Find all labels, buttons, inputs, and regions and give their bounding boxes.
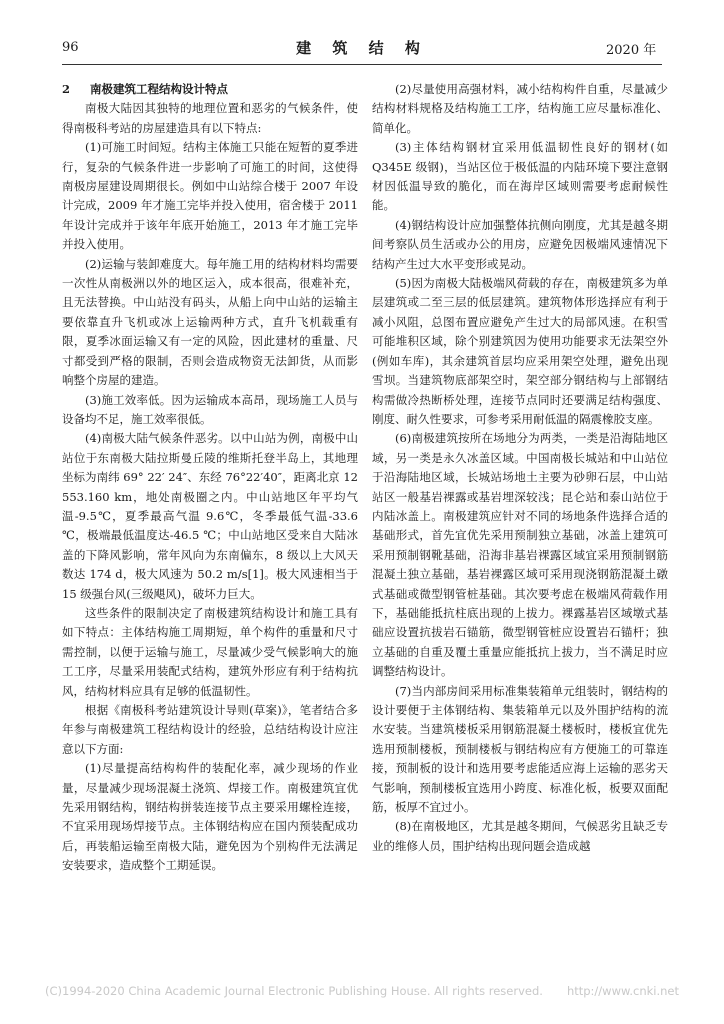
paragraph: 南极大陆因其独特的地理位置和恶劣的气候条件，使得南极科考站的房屋建造具有以下特点: — [62, 101, 358, 135]
cnki-url: http://www.cnki.net — [566, 984, 679, 998]
section-heading — [62, 80, 358, 99]
right-column — [372, 80, 668, 856]
publication-year: 2020 年 — [606, 43, 657, 58]
paragraph: (4)南极大陆气候条件恶劣。以中山站为例，南极中山站位于东南极大陆拉斯曼丘陵的维斯托登半岛上，其地理坐标为南纬 69° 22′ 24″、东经 76°22′40″，距离北京 12 553.160 km，地处南极圈之内。中山站地区年平均气温-9.5℃，夏季最高气温 9.6℃，冬季最低气温-33.6 ℃，极端最低温度达-46.5 ℃；中山站地区受来自大陆冰盖的下降风影响，常年风向为东南偏东，8 级以上大风天数达 174 d，极大风速为 50.2 m/s[1]。极大风速相当于 15 级强台风(三级飓风)，破坏力巨大。 — [62, 431, 358, 601]
paragraph: (2)运输与装卸难度大。每年施工用的结构材料均需要一次性从南极洲以外的地区运入，成本很高，很难补充，且无法替换。中山站没有码头，从船上向中山站的运输主要依靠直升飞机或冰上运输两种方式，直升飞机载重有限，夏季冰面运输又有一定的风险，因此建材的重量、尺寸都受到严格的限制，否则会造成物资无法卸货，从而影响整个房屋的建造。 — [62, 256, 358, 388]
section-number: 2 — [62, 82, 71, 96]
paragraph: (8)在南极地区，尤其是越冬期间，气候恶劣且缺乏专业的维修人员，围护结构出现问题会造成越 — [372, 819, 668, 853]
page-header — [0, 0, 724, 80]
paragraph: (7)当内部房间采用标准集装箱单元组装时，钢结构的设计要便于主体钢结构、集装箱单元以及外围护结构的流水安装。当建筑楼板采用钢筋混凝土楼板时，楼板宜优先选用预制楼板，预制楼板与钢结构应有方便施工的可靠连接，预制板的设计和选用要考虑能适应海上运输的恶劣天气影响，预制楼板宜选用小跨度、标准化板，板要双面配筋，板厚不宜过小。 — [372, 683, 668, 815]
paragraph: (2)尽量使用高强材料，减小结构构件自重，尽量减少结构材料规格及结构施工工序，结构施工应尽量标准化、简单化。 — [372, 82, 668, 135]
copyright-text: (C)1994-2020 China Academic Journal Electronic Publishing House. All rights reserved. — [45, 984, 543, 998]
section-title: 南极建筑工程结构设计特点 — [90, 82, 228, 96]
paragraph: (5)因为南极大陆极端风荷载的存在，南极建筑多为单层建筑或二至三层的低层建筑。建筑物体形选择应有利于减小风阻，总图布置应避免产生过大的局部风速。在积雪可能堆积区域，除个别建筑因为使用功能要求无法架空外(例如车库)，其余建筑首层均应采用架空处理，避免出现雪坝。当建筑物底部架空时，架空部分钢结构与上部钢结构需做冷热断桥处理，连接节点同时还要满足结构强度、刚度、耐久性要求，可参考采用耐低温的隔震橡胶支座。 — [372, 276, 668, 426]
left-column — [62, 80, 358, 876]
copyright-watermark — [0, 984, 724, 998]
paragraph: 根据《南极科考站建筑设计导则(草案)》，笔者结合多年参与南极建筑工程结构设计的经验，总结结构设计应注意以下方面: — [62, 703, 358, 756]
paragraph: (1)尽量提高结构构件的装配化率，减少现场的作业量，尽量减少现场混凝土浇筑、焊接工作。南极建筑宜优先采用钢结构，钢结构拼装连接节点主要采用螺栓连接，不宜采用现场焊接节点。主体钢结构应在国内预装配成功后，再装船运输至南极大陆，避免因为个别构件无法满足安装要求，造成整个工期延误。 — [62, 761, 358, 873]
paragraph: 这些条件的限制决定了南极建筑结构设计和施工具有如下特点：主体结构施工周期短，单个构件的重量和尺寸需控制，以便于运输与施工，尽量减少受气候影响大的施工工序，尽量采用装配式结构，建筑外形应有利于结构抗风，结构材料应具有足够的低温韧性。 — [62, 605, 358, 698]
paragraph: (6)南极建筑按所在场地分为两类，一类是沿海陆地区域，另一类是永久冰盖区域。中国南极长城站和中山站位于沿海陆地区域，长城站场地土主要为砂卵石层，中山站站区一般基岩裸露或基岩埋深较浅；昆仑站和泰山站位于内陆冰盖上。南极建筑应针对不同的场地条件选择合适的基础形式，首先宜优先采用预制独立基础，冰盖上建筑可采用预制钢靴基础，沿海非基岩裸露区域宜采用预制钢筋混凝土独立基础，基岩裸露区域可采用现浇钢筋混凝土礅式基础或微型钢管桩基础。其次要考虑在极端风荷载作用下，基础能抵抗柱底出现的上拔力。裸露基岩区域墩式基础应设置抗拔岩石锚筋，微型钢管桩应设置岩石锚杆；独立基础的自重及覆土重量应能抵抗上拔力，当不满足时应调整结构设计。 — [372, 431, 668, 679]
page-number: 96 — [62, 40, 79, 55]
header-rule — [62, 64, 662, 65]
paragraph: (4)钢结构设计应加强整体抗侧向刚度，尤其是越冬期间考察队员生活或办公的用房，应避免因极端风速情况下结构产生过大水平变形或晃动。 — [372, 217, 668, 271]
paragraph: (3)施工效率低。因为运输成本高昂，现场施工人员与设备均不足，施工效率很低。 — [62, 392, 358, 426]
journal-title: 建 筑 结 构 — [296, 39, 428, 57]
paragraph: (3)主体结构钢材宜采用低温韧性良好的钢材(如 Q345E 级钢)，当站区位于极低温的内陆环境下要注意钢材因低温导致的脆化，而在海岸区域则需要考虑耐候性能。 — [372, 140, 668, 213]
paragraph: (1)可施工时间短。结构主体施工只能在短暂的夏季进行，复杂的气候条件进一步影响了可施工的时间，这使得南极房屋建设周期很长。例如中山站综合楼于 2007 年设计完成，2009 年才施工完毕并投入使用，宿舍楼于 2011 年设计完成并于该年年底开始施工，2013 年才施工完毕并投入使用。 — [62, 140, 358, 252]
